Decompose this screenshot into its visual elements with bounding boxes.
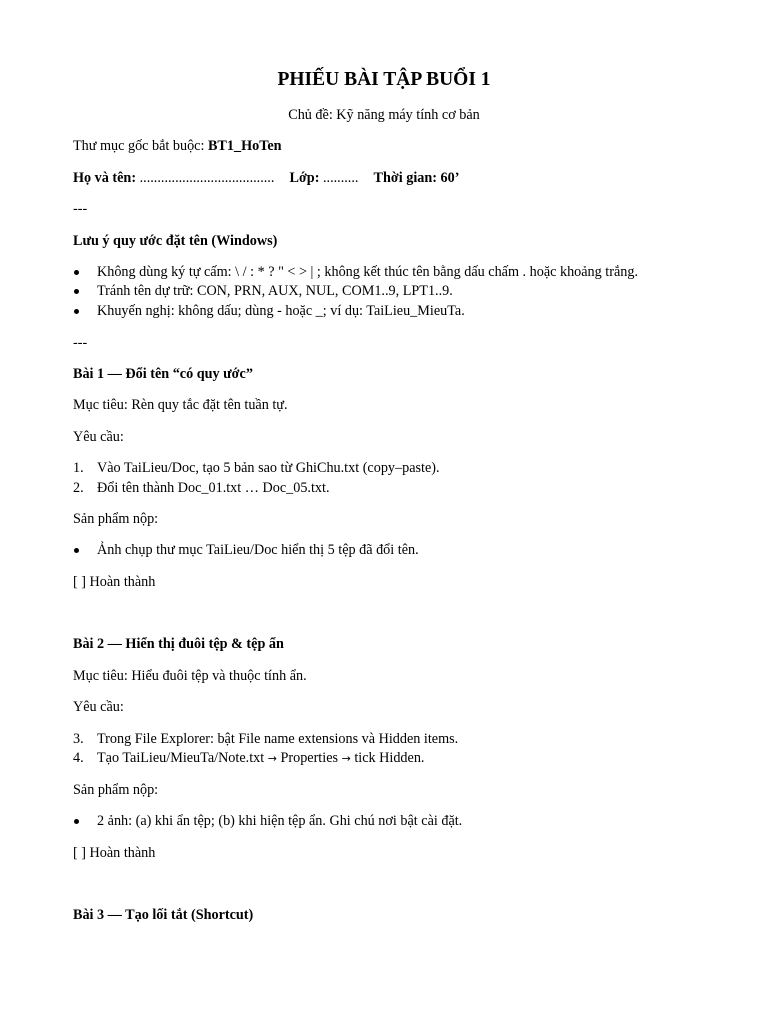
page-title: PHIẾU BÀI TẬP BUỔI 1 bbox=[277, 69, 491, 90]
bai2-product-1: 2 ảnh: (a) khi ẩn tệp; (b) khi hiện tệp ẩn. Ghi chú nơi bật cài đặt. bbox=[97, 813, 463, 829]
bullet-icon bbox=[74, 309, 79, 314]
root-folder-value: BT1_HoTen bbox=[207, 138, 282, 154]
separator: --- bbox=[73, 201, 88, 217]
note-item-2: Tránh tên dự trữ: CON, PRN, AUX, NUL, COM1..9, LPT1..9. bbox=[97, 283, 453, 299]
arrow-right-icon: → bbox=[267, 752, 277, 765]
note-item-1: Không dùng ký tự cấm: \ / : * ? " < > | ; không kết thúc tên bằng dấu chấm . hoặc khoảng trắng. bbox=[97, 264, 638, 280]
class-blank: .......... bbox=[319, 170, 359, 186]
bai1-step-2: Đổi tên thành Doc_01.txt … Doc_05.txt. bbox=[97, 480, 330, 496]
page-subtitle: Chủ đề: Kỹ năng máy tính cơ bản bbox=[288, 107, 480, 123]
bai1-done-checkbox[interactable]: [ ] Hoàn thành bbox=[73, 574, 156, 590]
notes-heading: Lưu ý quy ước đặt tên (Windows) bbox=[73, 233, 278, 249]
arrow-right-icon: → bbox=[341, 752, 351, 765]
bai1-product-1: Ảnh chụp thư mục TaiLieu/Doc hiển thị 5 tệp đã đổi tên. bbox=[97, 542, 419, 558]
name-blank: ...................................... bbox=[136, 170, 275, 186]
bullet-icon bbox=[74, 548, 79, 553]
student-info-line bbox=[73, 171, 459, 185]
bullet-icon bbox=[74, 289, 79, 294]
bai2-product-label: Sản phẩm nộp: bbox=[73, 782, 159, 798]
note-item-3: Khuyến nghị: không dấu; dùng - hoặc _; ví dụ: TaiLieu_MieuTa. bbox=[97, 303, 465, 319]
bai3-heading: Bài 3 — Tạo lối tắt (Shortcut) bbox=[73, 907, 254, 923]
bullet-icon bbox=[74, 819, 79, 824]
bai2-step-3: Trong File Explorer: bật File name extensions và Hidden items. bbox=[97, 731, 459, 747]
bai2-heading: Bài 2 — Hiển thị đuôi tệp & tệp ẩn bbox=[73, 636, 284, 652]
bullet-icon bbox=[74, 270, 79, 275]
root-folder-label: Thư mục gốc bắt buộc: bbox=[73, 138, 208, 154]
bai2-goal: Mục tiêu: Hiểu đuôi tệp và thuộc tính ẩn. bbox=[73, 668, 307, 684]
step-number: 1. bbox=[73, 460, 84, 476]
step-number: 2. bbox=[73, 480, 84, 496]
step-number: 3. bbox=[73, 731, 84, 747]
bai1-step-1: Vào TaiLieu/Doc, tạo 5 bản sao từ GhiChu.txt (copy–paste). bbox=[97, 460, 440, 476]
class-label: Lớp: bbox=[289, 170, 320, 186]
root-folder-line bbox=[73, 139, 282, 153]
bai1-goal: Mục tiêu: Rèn quy tắc đặt tên tuần tự. bbox=[73, 397, 288, 413]
step-number: 4. bbox=[73, 750, 84, 766]
name-label: Họ và tên: bbox=[73, 170, 137, 186]
bai2-requirements-label: Yêu cầu: bbox=[73, 699, 124, 715]
bai2-done-checkbox[interactable]: [ ] Hoàn thành bbox=[73, 845, 156, 861]
time-label: Thời gian: 60’ bbox=[373, 170, 460, 186]
bai2-step-4: Tạo TaiLieu/MieuTa/Note.txt → Properties → tick Hidden. bbox=[97, 750, 425, 766]
bai1-requirements-label: Yêu cầu: bbox=[73, 429, 124, 445]
bai1-product-label: Sản phẩm nộp: bbox=[73, 511, 159, 527]
separator: --- bbox=[73, 335, 88, 351]
bai1-heading: Bài 1 — Đổi tên “có quy ước” bbox=[73, 366, 253, 382]
